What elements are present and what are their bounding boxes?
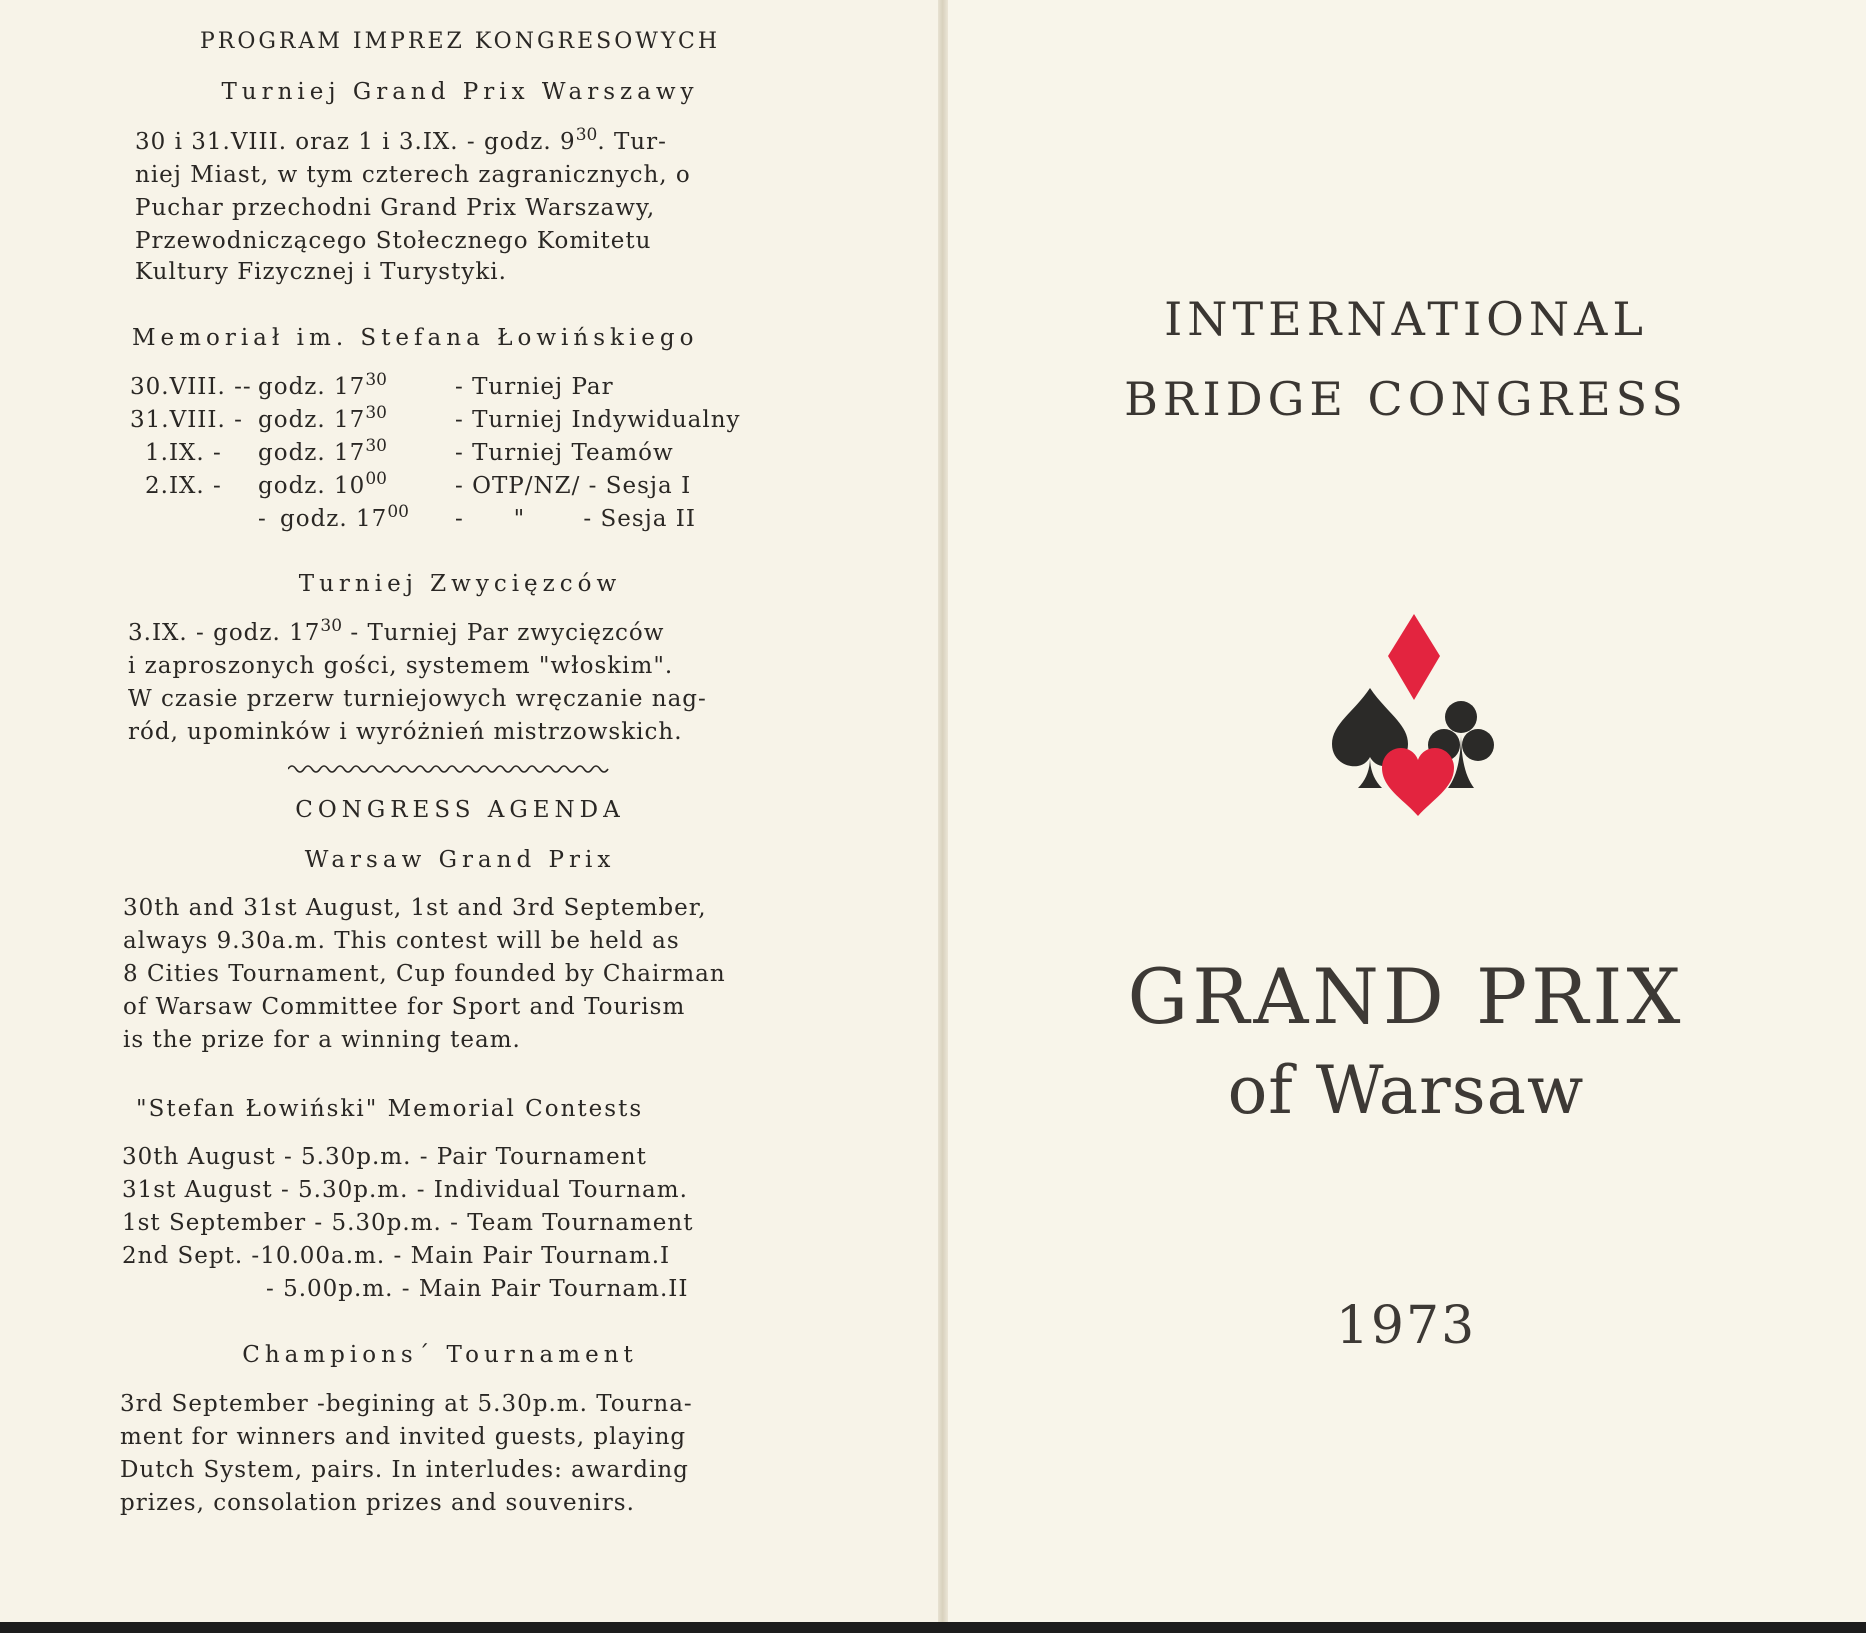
- memorial-row-time: godz. $10^{00}$: [258, 469, 387, 499]
- memorial-row-time: godz. $17^{00}$: [280, 502, 409, 532]
- year: 1973: [1335, 1296, 1477, 1356]
- gp-line-0: 30 i 31.VIII. oraz 1 i 3.IX. - godz. $9^{30}$. Tur-: [135, 125, 667, 155]
- winners-line-1: i zaproszonych gości, systemem "włoskim".: [128, 653, 674, 679]
- title-bridge-congress: BRIDGE CONGRESS: [1124, 372, 1688, 426]
- page-fold: [938, 0, 948, 1622]
- memorial-en-row-4: - 5.00p.m. - Main Pair Tournam.II: [266, 1276, 689, 1302]
- bottom-edge: [0, 1622, 1866, 1633]
- memorial-row-event: - OTP/NZ/ - Sesja I: [455, 473, 692, 499]
- memorial-row-date: 31.VIII. -: [130, 407, 243, 433]
- gp-line-2: Puchar przechodni Grand Prix Warszawy,: [135, 195, 656, 221]
- champions-line-2: Dutch System, pairs. In interludes: awarding: [120, 1457, 689, 1483]
- gp-line-1: niej Miast, w tym czterech zagranicznych, o: [135, 162, 691, 188]
- champions-line-1: ment for winners and invited guests, playing: [120, 1424, 687, 1450]
- memorial-en-row-0: 30th August - 5.30p.m. - Pair Tournament: [122, 1144, 647, 1170]
- memorial-row-time: godz. $17^{30}$: [258, 370, 387, 400]
- wgp-line-2: 8 Cities Tournament, Cup founded by Chairman: [123, 961, 726, 987]
- winners-line-0: 3.IX. - godz. $17^{30}$ - Turniej Par zwycięzców: [128, 616, 665, 646]
- heart-icon: [1382, 748, 1454, 816]
- memorial-en-row-3: 2nd Sept. -10.00a.m. - Main Pair Tournam.I: [122, 1243, 671, 1269]
- title-grand-prix: GRAND PRIX: [1127, 952, 1685, 1041]
- champions-heading: Champions´ Tournament: [242, 1342, 638, 1368]
- memorial-row-event: - " - Sesja II: [455, 506, 696, 532]
- wgp-line-1: always 9.30a.m. This contest will be held as: [123, 928, 680, 954]
- champions-line-3: prizes, consolation prizes and souvenirs.: [120, 1490, 635, 1516]
- title-of-warsaw: of Warsaw: [1227, 1052, 1585, 1129]
- agenda-heading: CONGRESS AGENDA: [295, 797, 625, 823]
- wavy-divider: [288, 762, 613, 776]
- memorial-row-event: - Turniej Teamów: [455, 440, 674, 466]
- diamond-icon: [1388, 614, 1440, 700]
- memorial-heading: Memoriał im. Stefana Łowińskiego: [132, 325, 699, 351]
- memorial-en-row-1: 31st August - 5.30p.m. - Individual Tournam.: [122, 1177, 688, 1203]
- champions-line-0: 3rd September -begining at 5.30p.m. Tourna-: [120, 1391, 693, 1417]
- memorial-en-row-2: 1st September - 5.30p.m. - Team Tournament: [122, 1210, 694, 1236]
- winners-line-3: ród, upominków i wyróżnień mistrzowskich.: [128, 719, 683, 745]
- memorial-row-event: - Turniej Par: [455, 374, 614, 400]
- wgp-line-4: is the prize for a winning team.: [123, 1027, 521, 1053]
- memorial-row-date: 1.IX. -: [145, 440, 222, 466]
- gp-line-3: Przewodniczącego Stołecznego Komitetu: [135, 228, 652, 254]
- winners-line-2: W czasie przerw turniejowych wręczanie nag-: [128, 686, 707, 712]
- wgp-line-3: of Warsaw Committee for Sport and Tourism: [123, 994, 686, 1020]
- gp-heading: Turniej Grand Prix Warszawy: [221, 79, 699, 105]
- memorial-row-date: -: [258, 506, 267, 532]
- program-title: PROGRAM IMPREZ KONGRESOWYCH: [199, 29, 721, 54]
- gp-line-4: Kultury Fizycznej i Turystyki.: [135, 259, 507, 285]
- wgp-line-0: 30th and 31st August, 1st and 3rd September,: [123, 895, 707, 921]
- card-suits-logo: [1324, 608, 1510, 822]
- memorial-en-heading: "Stefan Łowiński" Memorial Contests: [136, 1096, 644, 1122]
- winners-heading: Turniej Zwycięzców: [298, 571, 622, 597]
- memorial-row-date: 30.VIII. --: [130, 374, 252, 400]
- title-international: INTERNATIONAL: [1164, 292, 1648, 346]
- memorial-row-time: godz. $17^{30}$: [258, 403, 387, 433]
- memorial-row-time: godz. $17^{30}$: [258, 436, 387, 466]
- wgp-heading: Warsaw Grand Prix: [304, 847, 616, 873]
- memorial-row-event: - Turniej Indywidualny: [455, 407, 741, 433]
- memorial-row-date: 2.IX. -: [145, 473, 222, 499]
